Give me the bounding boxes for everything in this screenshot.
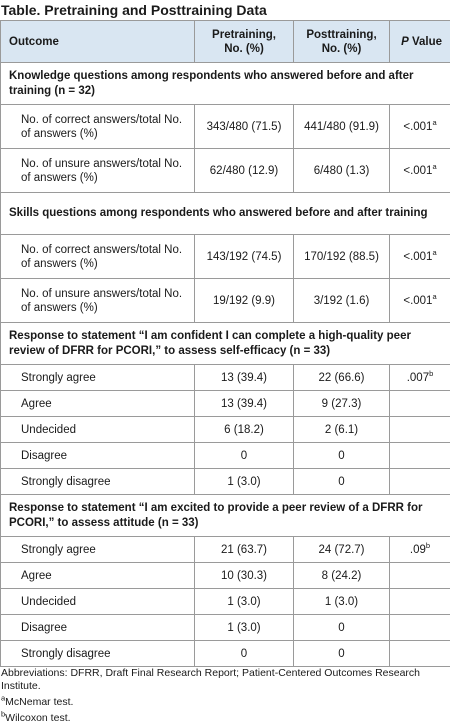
section-title: Response to statement “I am confident I can complete a high-quality peer review of DFRR for PCORI,” to assess self-efficacy (n = 33) (1, 323, 450, 365)
p-value: <.001$^a$ (390, 235, 450, 279)
pre-value: 1 (3.0) (195, 469, 294, 495)
pre-value: 1 (3.0) (195, 615, 294, 641)
pre-value: 19/192 (9.9) (195, 279, 294, 323)
post-value: 441/480 (91.9) (294, 105, 390, 149)
footnote-b: $^b$Wilcoxon test. (1, 712, 448, 725)
table-row (1, 443, 450, 469)
table-row (1, 469, 450, 495)
post-value: 6/480 (1.3) (294, 149, 390, 193)
post-value: 3/192 (1.6) (294, 279, 390, 323)
header-pvalue: P Value (390, 21, 450, 63)
table-row (1, 149, 450, 193)
footnotes (0, 667, 448, 728)
header-row (1, 21, 450, 63)
post-value: 8 (24.2) (294, 563, 390, 589)
header-outcome: Outcome (1, 21, 195, 63)
pre-value: 13 (39.4) (195, 365, 294, 391)
post-value: 24 (72.7) (294, 537, 390, 563)
p-value: .007$^b$ (390, 365, 450, 391)
row-label: Undecided (1, 417, 195, 443)
post-value: 0 (294, 443, 390, 469)
table-row (1, 563, 450, 589)
table-row (1, 391, 450, 417)
footnote-abbreviations: Abbreviations: DFRR, Draft Final Research Report; Patient-Centered Outcomes Research Institute. (1, 667, 448, 693)
row-label: Disagree (1, 443, 195, 469)
p-value (390, 615, 450, 641)
pre-value: 343/480 (71.5) (195, 105, 294, 149)
section-title: Response to statement “I am excited to provide a peer review of a DFRR for PCORI,” to assess attitude (n = 33) (1, 495, 450, 537)
p-value (390, 469, 450, 495)
pre-value: 0 (195, 641, 294, 667)
table-row (1, 417, 450, 443)
row-label: No. of correct answers/total No. of answers (%) (1, 105, 195, 149)
pre-value: 21 (63.7) (195, 537, 294, 563)
table-row (1, 537, 450, 563)
row-label: Disagree (1, 615, 195, 641)
p-value (390, 391, 450, 417)
post-value: 22 (66.6) (294, 365, 390, 391)
section-title: Skills questions among respondents who answered before and after training (1, 193, 450, 235)
p-value: <.001$^a$ (390, 279, 450, 323)
pre-value: 6 (18.2) (195, 417, 294, 443)
row-label: Strongly agree (1, 537, 195, 563)
section-title: Knowledge questions among respondents who answered before and after training (n = 32) (1, 63, 450, 105)
section-excited (1, 495, 450, 537)
p-value (390, 641, 450, 667)
pre-value: 1 (3.0) (195, 589, 294, 615)
table-row (1, 279, 450, 323)
post-value: 0 (294, 469, 390, 495)
post-value: 1 (3.0) (294, 589, 390, 615)
table-row (1, 365, 450, 391)
pre-value: 13 (39.4) (195, 391, 294, 417)
p-value: <.001$^a$ (390, 149, 450, 193)
row-label: Agree (1, 563, 195, 589)
row-label: Strongly disagree (1, 469, 195, 495)
post-value: 9 (27.3) (294, 391, 390, 417)
row-label: Undecided (1, 589, 195, 615)
section-skills (1, 193, 450, 235)
table-row (1, 105, 450, 149)
row-label: No. of unsure answers/total No. of answers (%) (1, 149, 195, 193)
post-value: 170/192 (88.5) (294, 235, 390, 279)
pre-value: 62/480 (12.9) (195, 149, 294, 193)
table-row (1, 641, 450, 667)
footnote-a: $^a$McNemar test. (1, 696, 448, 709)
post-value: 0 (294, 615, 390, 641)
post-value: 2 (6.1) (294, 417, 390, 443)
section-knowledge (1, 63, 450, 105)
post-value: 0 (294, 641, 390, 667)
section-confidence (1, 323, 450, 365)
p-value (390, 417, 450, 443)
row-label: No. of unsure answers/total No. of answers (%) (1, 279, 195, 323)
header-posttraining: Posttraining, No. (%) (294, 21, 390, 63)
table-row (1, 235, 450, 279)
p-value (390, 443, 450, 469)
table-title: Table. Pretraining and Posttraining Data (0, 0, 267, 20)
pre-value: 10 (30.3) (195, 563, 294, 589)
p-value (390, 563, 450, 589)
pre-value: 0 (195, 443, 294, 469)
header-pretraining: Pretraining, No. (%) (195, 21, 294, 63)
p-value: .09$^b$ (390, 537, 450, 563)
row-label: Strongly agree (1, 365, 195, 391)
pre-value: 143/192 (74.5) (195, 235, 294, 279)
table-row (1, 615, 450, 641)
p-value: <.001$^a$ (390, 105, 450, 149)
table-row (1, 589, 450, 615)
p-value (390, 589, 450, 615)
data-table (0, 20, 450, 667)
row-label: No. of correct answers/total No. of answers (%) (1, 235, 195, 279)
row-label: Agree (1, 391, 195, 417)
row-label: Strongly disagree (1, 641, 195, 667)
